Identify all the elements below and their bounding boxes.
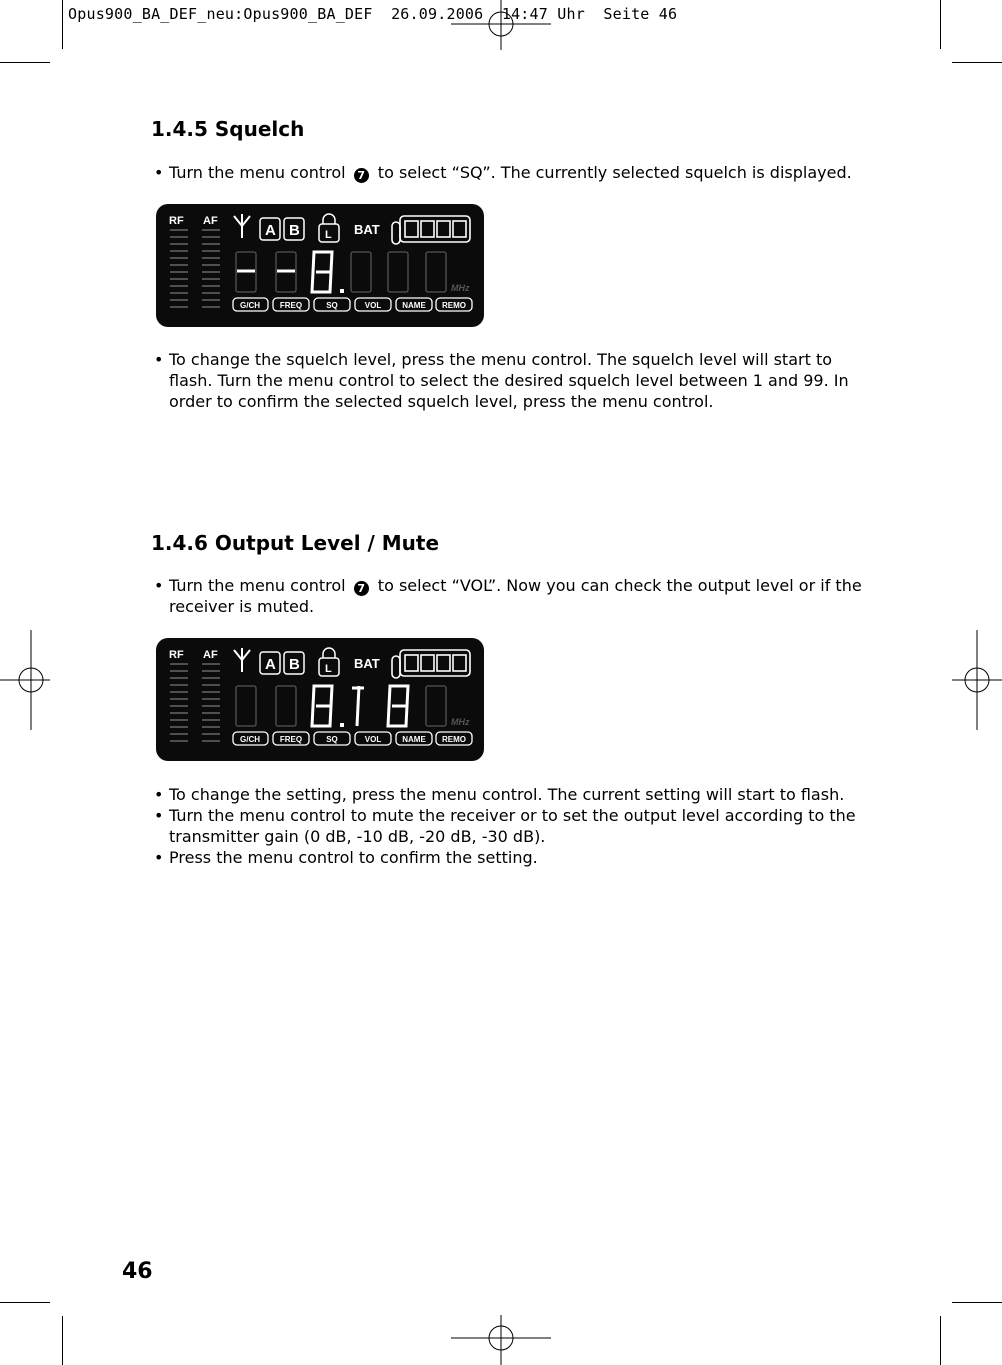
lcd-button-gch: G/CH	[240, 301, 260, 310]
lcd-b-label: B	[289, 656, 300, 673]
svg-text:L: L	[325, 663, 332, 675]
lcd-display-volume	[156, 638, 484, 761]
page-number: 46	[122, 1259, 153, 1284]
list-item: • Turn the menu control to mute the receiver or to set the output level according to the transmitter gain (0 dB, -10 dB, -20 dB, -30 dB).	[151, 805, 871, 847]
menu-control-ref-badge: 7	[354, 581, 369, 596]
crop-mark	[940, 0, 941, 49]
lcd-b-label: B	[289, 222, 300, 239]
crop-mark	[940, 1316, 941, 1365]
lcd-a-label: A	[265, 656, 276, 673]
crop-mark	[952, 62, 1002, 63]
lcd-af-label: AF	[203, 649, 218, 661]
intro-list-output-level	[151, 575, 871, 617]
list-item: • To change the setting, press the menu control. The current setting will start to flash.	[151, 784, 871, 805]
lcd-button-sq: SQ	[326, 301, 338, 310]
crop-mark	[0, 62, 50, 63]
lcd-button-name: NAME	[402, 301, 426, 310]
registration-mark-top	[451, 0, 551, 50]
lcd-rf-label: RF	[169, 649, 184, 661]
lcd-button-freq: FREQ	[279, 735, 303, 744]
svg-text:L: L	[325, 229, 332, 241]
lcd-button-vol: VOL	[364, 735, 382, 744]
menu-control-ref-badge: 7	[354, 168, 369, 183]
print-slug-line: Opus900_BA_DEF_neu:Opus900_BA_DEF 26.09.2006 14:47 Uhr Seite 46	[68, 5, 678, 23]
lcd-button-vol: VOL	[364, 301, 382, 310]
lcd-display-squelch	[156, 204, 484, 327]
lcd-mhz-label: MHz	[451, 717, 470, 727]
bullet-list-squelch	[151, 349, 871, 412]
lcd-a-label: A	[265, 222, 276, 239]
crop-mark	[62, 0, 63, 49]
crop-mark	[62, 1316, 63, 1365]
registration-mark-left	[0, 630, 50, 730]
list-item: • To change the squelch level, press the menu control. The squelch level will start to flash. Turn the menu control to select the desired squelch level between 1 and 99. In order to confirm the selected squelch level, press the menu control.	[151, 349, 871, 412]
lcd-rf-label: RF	[169, 215, 184, 227]
lcd-mhz-label: MHz	[451, 283, 470, 293]
list-item: • Turn the menu control 7 to select “SQ”. The currently selected squelch is displayed.	[151, 162, 871, 183]
crop-mark	[0, 1302, 50, 1303]
lcd-button-sq: SQ	[326, 735, 338, 744]
list-item: • Press the menu control to confirm the setting.	[151, 847, 871, 868]
section-heading-output-level: 1.4.6 Output Level / Mute	[151, 531, 440, 555]
lcd-button-gch: G/CH	[240, 735, 260, 744]
intro-list-squelch	[151, 162, 871, 183]
registration-mark-right	[952, 630, 1002, 730]
registration-mark-bottom	[451, 1315, 551, 1365]
lcd-bat-label: BAT	[354, 656, 380, 671]
list-item: • Turn the menu control 7 to select “VOL”. Now you can check the output level or if the receiver is muted.	[151, 575, 871, 617]
crop-mark	[952, 1302, 1002, 1303]
lcd-bat-label: BAT	[354, 222, 380, 237]
lcd-button-remo: REMO	[442, 735, 466, 744]
section-heading-squelch: 1.4.5 Squelch	[151, 117, 305, 141]
lcd-button-freq: FREQ	[279, 301, 303, 310]
lcd-button-name: NAME	[402, 735, 426, 744]
lcd-button-remo: REMO	[442, 301, 466, 310]
bullet-list-output-level	[151, 784, 871, 868]
lcd-af-label: AF	[203, 215, 218, 227]
